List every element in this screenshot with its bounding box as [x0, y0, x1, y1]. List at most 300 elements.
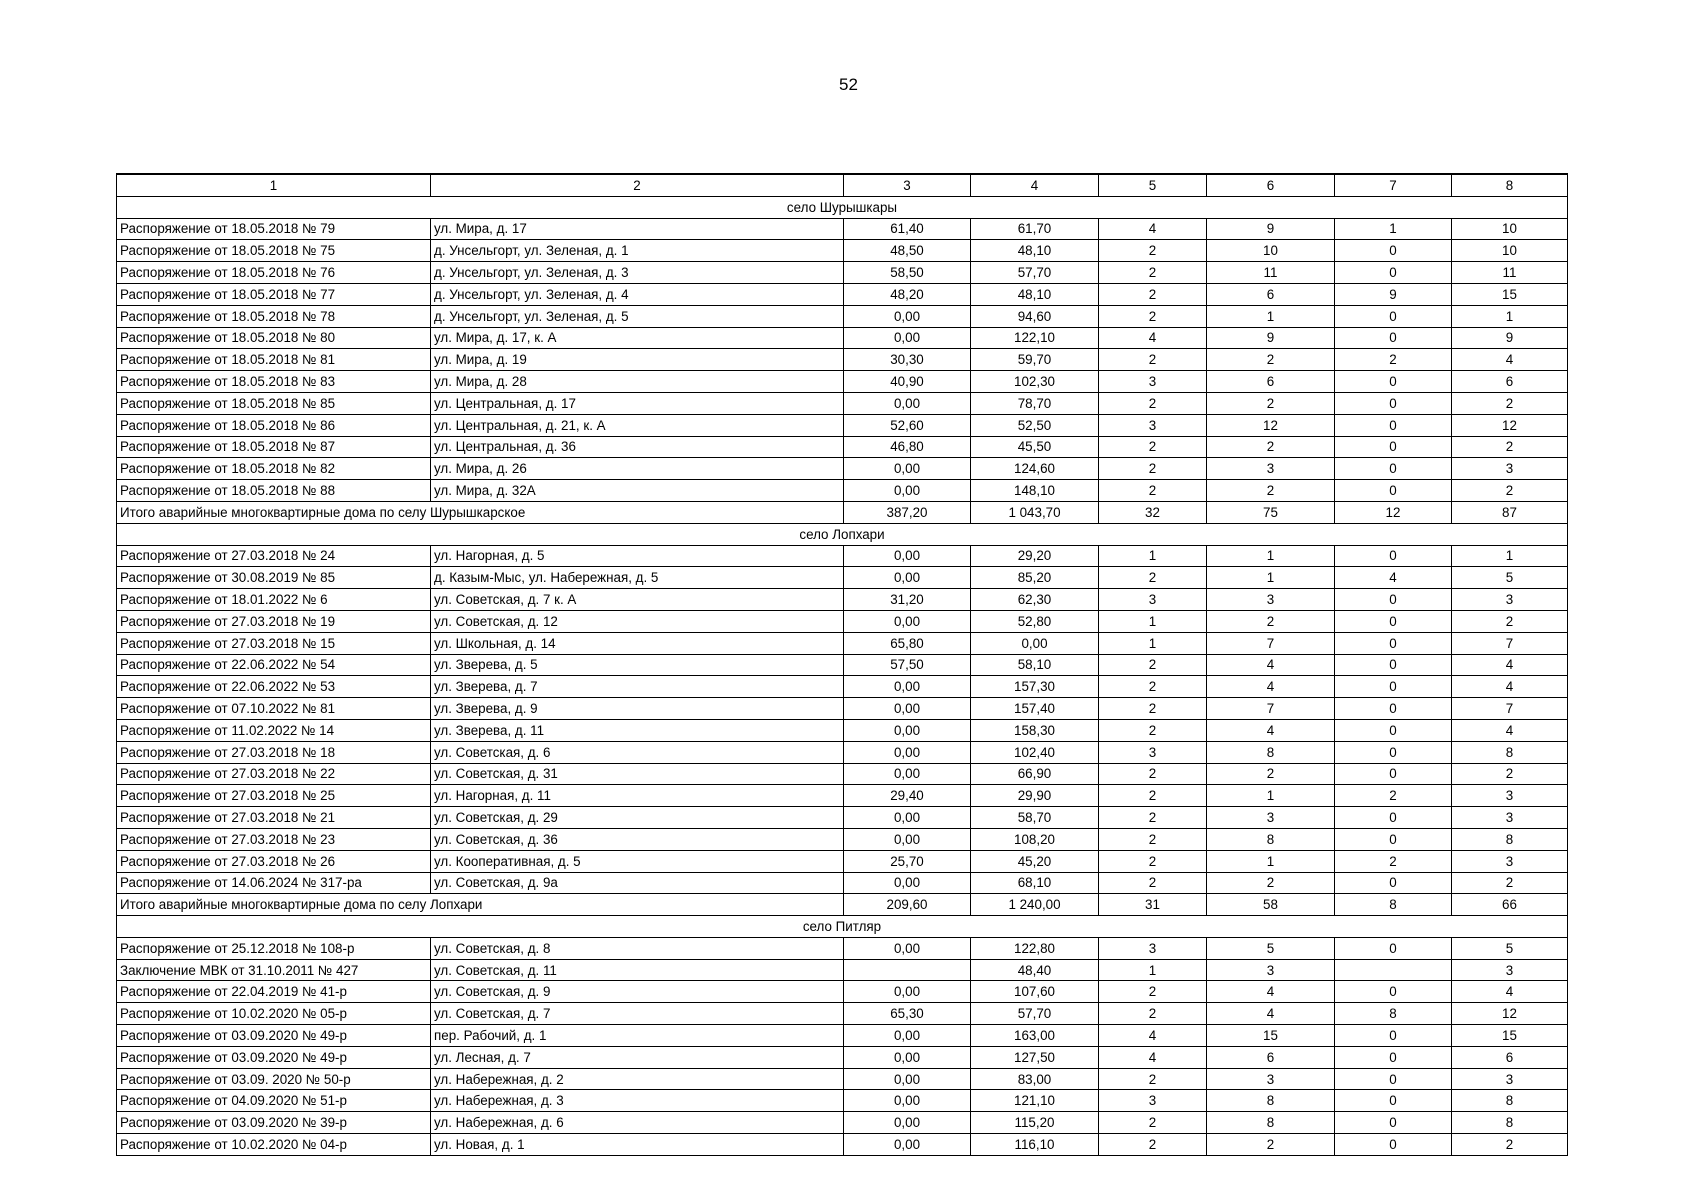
table-cell: 8	[1207, 1090, 1335, 1112]
table-cell: 0,00	[844, 807, 971, 829]
table-cell: 4	[1207, 719, 1335, 741]
table-cell: Распоряжение от 18.05.2018 № 80	[117, 327, 431, 349]
table-cell: 0	[1335, 545, 1452, 567]
table-cell: 0	[1335, 698, 1452, 720]
table-cell: 0,00	[844, 1134, 971, 1156]
table-cell: ул. Зверева, д. 7	[431, 676, 844, 698]
table-cell: 1	[1207, 567, 1335, 589]
table-cell: 0,00	[844, 937, 971, 959]
table-cell: ул. Советская, д. 8	[431, 937, 844, 959]
table-cell: Распоряжение от 27.03.2018 № 15	[117, 632, 431, 654]
table-cell: 0	[1335, 589, 1452, 611]
table-cell: 2	[1099, 458, 1207, 480]
table-cell: 0,00	[844, 1025, 971, 1047]
table-cell: ул. Зверева, д. 11	[431, 719, 844, 741]
table-cell	[844, 959, 971, 981]
table-cell: 3	[1099, 414, 1207, 436]
table-cell: Распоряжение от 30.08.2019 № 85	[117, 567, 431, 589]
total-cell: 66	[1452, 894, 1568, 916]
table-cell: ул. Советская, д. 9	[431, 981, 844, 1003]
table-cell: д. Унсельгорт, ул. Зеленая, д. 3	[431, 262, 844, 284]
table-cell: 4	[1099, 1025, 1207, 1047]
table-cell: ул. Школьная, д. 14	[431, 632, 844, 654]
table-cell: 65,80	[844, 632, 971, 654]
table-cell: 2	[1099, 480, 1207, 502]
table-row	[117, 414, 1568, 436]
total-cell: 8	[1335, 894, 1452, 916]
table-cell: 102,40	[971, 741, 1099, 763]
table-cell: 3	[1452, 1068, 1568, 1090]
table-cell: Распоряжение от 18.05.2018 № 75	[117, 240, 431, 262]
table-cell: 0	[1335, 240, 1452, 262]
table-cell	[1335, 959, 1452, 981]
table-cell: 2	[1099, 850, 1207, 872]
table-cell: 10	[1452, 218, 1568, 240]
table-cell: 0,00	[844, 305, 971, 327]
table-cell: 0,00	[844, 392, 971, 414]
table-cell: 2	[1099, 349, 1207, 371]
table-cell: Распоряжение от 27.03.2018 № 26	[117, 850, 431, 872]
table-cell: 2	[1099, 392, 1207, 414]
table-cell: 0,00	[844, 828, 971, 850]
table-cell: 8	[1452, 828, 1568, 850]
table-cell: Распоряжение от 10.02.2020 № 04-р	[117, 1134, 431, 1156]
table-cell: 2	[1099, 654, 1207, 676]
column-number-cell: 1	[117, 174, 431, 196]
table-cell: ул. Мира, д. 28	[431, 371, 844, 393]
table-cell: Распоряжение от 11.02.2022 № 14	[117, 719, 431, 741]
table-cell: ул. Советская, д. 31	[431, 763, 844, 785]
table-row	[117, 632, 1568, 654]
table-cell: 29,40	[844, 785, 971, 807]
table-cell: Распоряжение от 18.05.2018 № 77	[117, 283, 431, 305]
table-cell: 0,00	[844, 1112, 971, 1134]
table-cell: 1	[1099, 632, 1207, 654]
table-cell: 5	[1452, 937, 1568, 959]
table-cell: 0	[1335, 371, 1452, 393]
table-cell: 0,00	[844, 545, 971, 567]
table-cell: ул. Советская, д. 6	[431, 741, 844, 763]
table-cell: 0	[1335, 458, 1452, 480]
table-cell: 85,20	[971, 567, 1099, 589]
table-cell: 0,00	[844, 741, 971, 763]
table-cell: 121,10	[971, 1090, 1099, 1112]
table-cell: 40,90	[844, 371, 971, 393]
column-number-cell: 5	[1099, 174, 1207, 196]
table-cell: 57,50	[844, 654, 971, 676]
column-number-row	[117, 174, 1568, 196]
table-cell: 45,50	[971, 436, 1099, 458]
section-heading-row	[117, 196, 1568, 218]
table-cell: Распоряжение от 27.03.2018 № 24	[117, 545, 431, 567]
table-row	[117, 262, 1568, 284]
table-cell: 12	[1207, 414, 1335, 436]
table-cell: 0,00	[844, 872, 971, 894]
table-cell: Распоряжение от 22.06.2022 № 53	[117, 676, 431, 698]
table-cell: 6	[1207, 371, 1335, 393]
table-row	[117, 1003, 1568, 1025]
table-cell: 1	[1452, 545, 1568, 567]
section-title: село Питляр	[117, 916, 1568, 938]
table-cell: 2	[1207, 349, 1335, 371]
table-cell: д. Унсельгорт, ул. Зеленая, д. 5	[431, 305, 844, 327]
total-cell: 32	[1099, 501, 1207, 523]
table-cell: 15	[1452, 1025, 1568, 1047]
table-cell: 48,10	[971, 283, 1099, 305]
table-cell: 7	[1452, 698, 1568, 720]
table-cell: 30,30	[844, 349, 971, 371]
table-row	[117, 981, 1568, 1003]
table-cell: 12	[1452, 414, 1568, 436]
table-row	[117, 741, 1568, 763]
table-cell: 0	[1335, 828, 1452, 850]
table-cell: 0	[1335, 480, 1452, 502]
table-cell: 2	[1335, 785, 1452, 807]
table-row	[117, 1090, 1568, 1112]
table-cell: Распоряжение от 18.05.2018 № 85	[117, 392, 431, 414]
table-cell: 94,60	[971, 305, 1099, 327]
table-cell: 1	[1099, 545, 1207, 567]
table-cell: 3	[1099, 589, 1207, 611]
table-row	[117, 545, 1568, 567]
table-row	[117, 240, 1568, 262]
table-cell: 3	[1207, 807, 1335, 829]
table-cell: д. Унсельгорт, ул. Зеленая, д. 4	[431, 283, 844, 305]
table-row	[117, 371, 1568, 393]
table-cell: 157,40	[971, 698, 1099, 720]
section-heading-row	[117, 523, 1568, 545]
table-cell: 12	[1452, 1003, 1568, 1025]
table-cell: 11	[1207, 262, 1335, 284]
table-cell: 3	[1452, 959, 1568, 981]
table-row	[117, 610, 1568, 632]
table-cell: 78,70	[971, 392, 1099, 414]
section-total-row	[117, 894, 1568, 916]
table-cell: Распоряжение от 22.04.2019 № 41-р	[117, 981, 431, 1003]
table-cell: 0,00	[844, 610, 971, 632]
table-cell: 0	[1335, 981, 1452, 1003]
table-cell: 1	[1207, 785, 1335, 807]
table-cell: 9	[1207, 218, 1335, 240]
table-cell: 163,00	[971, 1025, 1099, 1047]
table-cell: 1	[1335, 218, 1452, 240]
table-cell: ул. Мира, д. 19	[431, 349, 844, 371]
table-cell: 1	[1099, 610, 1207, 632]
table-cell: 1	[1207, 850, 1335, 872]
table-cell: 148,10	[971, 480, 1099, 502]
table-cell: ул. Мира, д. 17	[431, 218, 844, 240]
table-cell: 25,70	[844, 850, 971, 872]
total-label: Итого аварийные многоквартирные дома по селу Лопхари	[117, 894, 844, 916]
table-cell: 2	[1335, 850, 1452, 872]
table-cell: 2	[1099, 807, 1207, 829]
table-cell: 2	[1099, 1003, 1207, 1025]
table-row	[117, 937, 1568, 959]
table-cell: 2	[1099, 1112, 1207, 1134]
table-cell: Распоряжение от 03.09.2020 № 39-р	[117, 1112, 431, 1134]
table-cell: ул. Нагорная, д. 11	[431, 785, 844, 807]
table-cell: Распоряжение от 25.12.2018 № 108-р	[117, 937, 431, 959]
table-cell: 4	[1207, 981, 1335, 1003]
table-cell: Распоряжение от 18.05.2018 № 82	[117, 458, 431, 480]
table-cell: 116,10	[971, 1134, 1099, 1156]
table-cell: 0,00	[844, 480, 971, 502]
table-cell: 2	[1207, 610, 1335, 632]
table-row	[117, 1068, 1568, 1090]
table-cell: ул. Советская, д. 7 к. А	[431, 589, 844, 611]
table-cell: 0,00	[844, 1046, 971, 1068]
table-cell: 0,00	[844, 763, 971, 785]
table-cell: 4	[1452, 676, 1568, 698]
table-cell: 4	[1207, 654, 1335, 676]
table-cell: 48,20	[844, 283, 971, 305]
table-cell: 0	[1335, 436, 1452, 458]
table-cell: 66,90	[971, 763, 1099, 785]
section-heading-row	[117, 916, 1568, 938]
table-row	[117, 589, 1568, 611]
table-cell: 2	[1099, 436, 1207, 458]
table-cell: ул. Мира, д. 32А	[431, 480, 844, 502]
table-cell: 8	[1207, 828, 1335, 850]
table-cell: Распоряжение от 18.05.2018 № 88	[117, 480, 431, 502]
table-cell: 7	[1452, 632, 1568, 654]
table-cell: 7	[1207, 632, 1335, 654]
table-cell: 0	[1335, 741, 1452, 763]
table-cell: 7	[1207, 698, 1335, 720]
table-cell: Распоряжение от 03.09.2020 № 49-р	[117, 1025, 431, 1047]
table-cell: 0	[1335, 872, 1452, 894]
table-cell: 0	[1335, 1090, 1452, 1112]
table-cell: 0	[1335, 763, 1452, 785]
table-cell: 31,20	[844, 589, 971, 611]
table-cell: 52,50	[971, 414, 1099, 436]
table-cell: 0	[1335, 632, 1452, 654]
table-cell: 5	[1452, 567, 1568, 589]
table-cell: 0	[1335, 1134, 1452, 1156]
table-cell: 2	[1099, 785, 1207, 807]
table-cell: 83,00	[971, 1068, 1099, 1090]
table-row	[117, 676, 1568, 698]
table-cell: 29,90	[971, 785, 1099, 807]
total-cell: 58	[1207, 894, 1335, 916]
table-cell: Распоряжение от 22.06.2022 № 54	[117, 654, 431, 676]
table-cell: 3	[1207, 959, 1335, 981]
table-cell: ул. Центральная, д. 36	[431, 436, 844, 458]
table-cell: ул. Советская, д. 9а	[431, 872, 844, 894]
table-cell: 8	[1207, 741, 1335, 763]
table-cell: 4	[1099, 1046, 1207, 1068]
table-cell: Распоряжение от 18.05.2018 № 86	[117, 414, 431, 436]
table-cell: ул. Новая, д. 1	[431, 1134, 844, 1156]
table-cell: 8	[1207, 1112, 1335, 1134]
total-cell: 75	[1207, 501, 1335, 523]
table-cell: ул. Мира, д. 26	[431, 458, 844, 480]
table-cell: 0	[1335, 414, 1452, 436]
table-cell: 2	[1335, 349, 1452, 371]
table-cell: 11	[1452, 262, 1568, 284]
table-cell: ул. Центральная, д. 21, к. А	[431, 414, 844, 436]
table-cell: 2	[1099, 283, 1207, 305]
table-row	[117, 719, 1568, 741]
table-cell: 65,30	[844, 1003, 971, 1025]
table-row	[117, 327, 1568, 349]
table-cell: 4	[1207, 1003, 1335, 1025]
table-cell: 4	[1207, 676, 1335, 698]
table-cell: 0	[1335, 719, 1452, 741]
total-cell: 31	[1099, 894, 1207, 916]
table-cell: 157,30	[971, 676, 1099, 698]
table-cell: 0,00	[844, 567, 971, 589]
table-cell: ул. Нагорная, д. 5	[431, 545, 844, 567]
table-cell: ул. Набережная, д. 2	[431, 1068, 844, 1090]
table-row	[117, 807, 1568, 829]
table-cell: 0	[1335, 1046, 1452, 1068]
table-cell: 1	[1452, 305, 1568, 327]
table-cell: Распоряжение от 27.03.2018 № 18	[117, 741, 431, 763]
table-cell: 52,80	[971, 610, 1099, 632]
table-cell: 0,00	[844, 698, 971, 720]
table-cell: 2	[1207, 763, 1335, 785]
table-cell: 62,30	[971, 589, 1099, 611]
table-cell: 1	[1099, 959, 1207, 981]
table-cell: 3	[1207, 1068, 1335, 1090]
table-cell: ул. Лесная, д. 7	[431, 1046, 844, 1068]
table-cell: 46,80	[844, 436, 971, 458]
table-row	[117, 1025, 1568, 1047]
table-cell: 127,50	[971, 1046, 1099, 1068]
table-cell: 2	[1099, 828, 1207, 850]
table-cell: 0,00	[844, 719, 971, 741]
table-cell: 9	[1207, 327, 1335, 349]
table-cell: 2	[1452, 763, 1568, 785]
table-cell: 5	[1207, 937, 1335, 959]
table-row	[117, 763, 1568, 785]
table-cell: Распоряжение от 27.03.2018 № 19	[117, 610, 431, 632]
table-row	[117, 1112, 1568, 1134]
table-cell: 2	[1099, 305, 1207, 327]
table-cell: 3	[1099, 937, 1207, 959]
table-cell: 2	[1207, 392, 1335, 414]
table-cell: Распоряжение от 18.05.2018 № 87	[117, 436, 431, 458]
housing-table	[116, 173, 1568, 1156]
table-cell: 2	[1099, 719, 1207, 741]
table-cell: 2	[1207, 1134, 1335, 1156]
table-cell: 0	[1335, 1112, 1452, 1134]
table-cell: 3	[1452, 807, 1568, 829]
table-cell: Распоряжение от 27.03.2018 № 22	[117, 763, 431, 785]
column-number-cell: 8	[1452, 174, 1568, 196]
table-cell: 8	[1452, 1090, 1568, 1112]
column-number-cell: 7	[1335, 174, 1452, 196]
table-cell: пер. Рабочий, д. 1	[431, 1025, 844, 1047]
table-cell: ул. Зверева, д. 9	[431, 698, 844, 720]
table-cell: 107,60	[971, 981, 1099, 1003]
table-cell: 61,70	[971, 218, 1099, 240]
table-cell: 2	[1099, 981, 1207, 1003]
table-cell: 122,10	[971, 327, 1099, 349]
table-cell: 57,70	[971, 1003, 1099, 1025]
total-cell: 87	[1452, 501, 1568, 523]
table-cell: Распоряжение от 03.09. 2020 № 50-р	[117, 1068, 431, 1090]
table-cell: 0,00	[844, 981, 971, 1003]
total-cell: 387,20	[844, 501, 971, 523]
total-cell: 12	[1335, 501, 1452, 523]
table-cell: 2	[1099, 698, 1207, 720]
table-cell: ул. Набережная, д. 3	[431, 1090, 844, 1112]
table-cell: Распоряжение от 10.02.2020 № 05-р	[117, 1003, 431, 1025]
table-cell: 2	[1099, 1134, 1207, 1156]
table-cell: 0	[1335, 327, 1452, 349]
table-cell: 3	[1452, 589, 1568, 611]
table-row	[117, 872, 1568, 894]
table-cell: 0,00	[971, 632, 1099, 654]
table-cell: 0	[1335, 676, 1452, 698]
table-cell: 3	[1099, 741, 1207, 763]
table-cell: 3	[1207, 458, 1335, 480]
table-cell: 4	[1099, 327, 1207, 349]
table-cell: 15	[1207, 1025, 1335, 1047]
table-cell: д. Унсельгорт, ул. Зеленая, д. 1	[431, 240, 844, 262]
table-cell: 6	[1207, 1046, 1335, 1068]
table-cell: 124,60	[971, 458, 1099, 480]
table-cell: 158,30	[971, 719, 1099, 741]
table-row	[117, 392, 1568, 414]
table-cell: 115,20	[971, 1112, 1099, 1134]
table-cell: ул. Советская, д. 29	[431, 807, 844, 829]
table-cell: ул. Набережная, д. 6	[431, 1112, 844, 1134]
table-cell: 0	[1335, 610, 1452, 632]
table-cell: 58,50	[844, 262, 971, 284]
table-cell: 4	[1452, 981, 1568, 1003]
table-cell: 3	[1207, 589, 1335, 611]
table-cell: 59,70	[971, 349, 1099, 371]
table-cell: 6	[1207, 283, 1335, 305]
table-cell: 48,40	[971, 959, 1099, 981]
section-total-row	[117, 501, 1568, 523]
table-row	[117, 850, 1568, 872]
table-cell: 10	[1207, 240, 1335, 262]
table-cell: 3	[1452, 850, 1568, 872]
table-cell: 0,00	[844, 327, 971, 349]
table-cell: 2	[1207, 436, 1335, 458]
table-cell: 0,00	[844, 1090, 971, 1112]
table-cell: ул. Советская, д. 7	[431, 1003, 844, 1025]
table-cell: 2	[1452, 872, 1568, 894]
table-cell: 102,30	[971, 371, 1099, 393]
table-cell: 3	[1452, 458, 1568, 480]
table-cell: 58,10	[971, 654, 1099, 676]
table-cell: 52,60	[844, 414, 971, 436]
table-cell: 3	[1099, 1090, 1207, 1112]
table-cell: 8	[1452, 741, 1568, 763]
table-cell: 0,00	[844, 676, 971, 698]
table-row	[117, 218, 1568, 240]
table-cell: ул. Советская, д. 12	[431, 610, 844, 632]
table-cell: 0	[1335, 654, 1452, 676]
table-cell: 0	[1335, 1068, 1452, 1090]
table-cell: 0,00	[844, 458, 971, 480]
table-cell: д. Казым-Мыс, ул. Набережная, д. 5	[431, 567, 844, 589]
table-row	[117, 959, 1568, 981]
table-row	[117, 828, 1568, 850]
table-cell: 2	[1207, 480, 1335, 502]
table-cell: Распоряжение от 14.06.2024 № 317-ра	[117, 872, 431, 894]
table-row	[117, 654, 1568, 676]
table-row	[117, 698, 1568, 720]
table-cell: 4	[1452, 349, 1568, 371]
table-cell: 57,70	[971, 262, 1099, 284]
table-cell: 0,00	[844, 1068, 971, 1090]
